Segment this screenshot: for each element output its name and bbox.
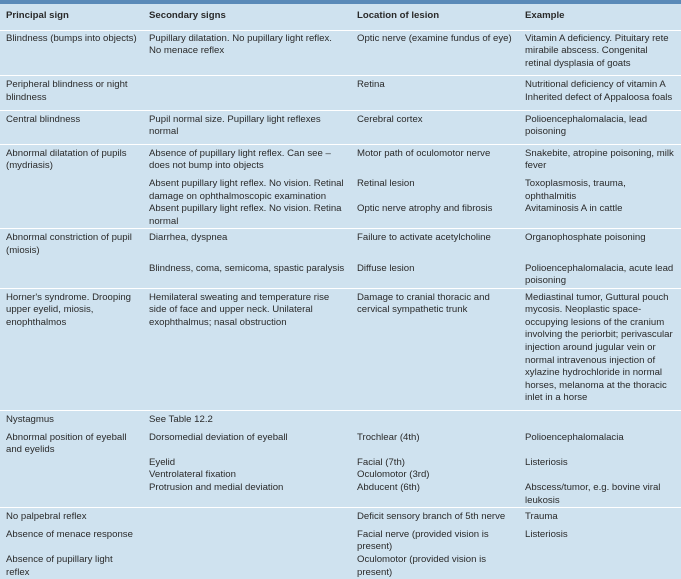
cell-secondary: Pupil normal size. Pupillary light reflexes normal <box>143 110 351 144</box>
cell-principal <box>0 482 143 508</box>
cell-location: Trochlear (4th) <box>357 431 420 443</box>
cell-principal <box>0 178 143 203</box>
cell-example <box>519 554 681 579</box>
cell-example: Organophosphate poisoning <box>519 229 681 263</box>
cell-example: Trauma <box>519 508 681 529</box>
cell-location <box>351 411 519 432</box>
cell-example: Nutritional deficiency of vitamin A Inherited defect of Appaloosa foals <box>519 76 681 110</box>
cell-location: Abducent (6th) <box>357 482 420 493</box>
table-header <box>0 4 681 30</box>
table-row <box>0 508 681 529</box>
cell-secondary: Eyelid <box>149 456 176 468</box>
header-row <box>0 4 681 30</box>
cell-principal: Central blindness <box>0 110 143 144</box>
cell-secondary: Diarrhea, dyspnea <box>143 229 351 263</box>
cell-secondary: Pupillary dilatation. No pupillary light reflex. No menace reflex <box>149 32 332 57</box>
table-row <box>0 76 681 110</box>
header-location-of-lesion: Location of lesion <box>351 4 519 30</box>
cell-principal <box>0 263 143 289</box>
cell-location: Retinal lesion <box>357 177 415 189</box>
cell-location: Cerebral cortex <box>351 110 519 144</box>
cell-location: Oculomotor (3rd) <box>357 469 430 481</box>
cell-secondary: Blindness, coma, semicoma, spastic paralysis <box>149 262 345 274</box>
table-row <box>0 178 681 203</box>
cell-secondary <box>143 508 351 529</box>
cell-principal: No palpebral reflex <box>0 508 143 529</box>
cell-location: Damage to cranial thoracic and cervical sympathetic trunk <box>351 288 519 410</box>
cell-location: Oculomotor (provided vision is present) <box>357 553 487 578</box>
cell-example: Polioencephalomalacia, lead poisoning <box>519 110 681 144</box>
table-row <box>0 110 681 144</box>
table-row <box>0 263 681 289</box>
cell-principal: Peripheral blindness or night blindness <box>0 76 143 110</box>
header-example: Example <box>519 4 681 30</box>
table-row <box>0 229 681 263</box>
cell-example: Toxoplasmosis, trauma, ophthalmitis <box>525 177 626 202</box>
cell-location: Facial nerve (provided vision is present) <box>357 528 489 553</box>
header-secondary-signs: Secondary signs <box>143 4 351 30</box>
cell-secondary <box>143 76 351 110</box>
cell-location: Diffuse lesion <box>357 262 415 274</box>
cell-location: Failure to activate acetylcholine <box>351 229 519 263</box>
cell-example <box>519 469 681 482</box>
cell-principal: Absence of pupillary light reflex <box>6 553 113 578</box>
cell-principal: Abnormal constriction of pupil (miosis) <box>0 229 143 263</box>
table-row <box>0 30 681 76</box>
cell-example: Avitaminosis A in cattle <box>525 203 623 215</box>
table-body <box>0 30 681 579</box>
cell-principal <box>0 203 143 229</box>
cell-secondary: Absence of pupillary light reflex. Can see – does not bump into objects <box>143 144 351 178</box>
cell-location: Facial (7th) <box>357 456 405 468</box>
cell-principal <box>0 457 143 470</box>
cell-example: Polioencephalomalacia, acute lead poisoning <box>525 262 674 287</box>
cell-principal: Absence of menace response <box>6 528 133 540</box>
table-row <box>0 411 681 432</box>
clinical-signs-table <box>0 4 681 579</box>
table-row <box>0 288 681 410</box>
table-row <box>0 203 681 229</box>
cell-example <box>519 411 681 432</box>
cell-principal: Abnormal position of eyeball and eyelids <box>6 431 127 456</box>
cell-example: Polioencephalomalacia <box>525 431 624 443</box>
cell-secondary: Hemilateral sweating and temperature rise side of face and upper neck. Unilateral exophthalmus; nasal obstruction <box>143 288 351 410</box>
table-row <box>0 554 681 579</box>
table-row <box>0 482 681 508</box>
cell-example: Listeriosis <box>525 456 568 468</box>
cell-principal <box>0 469 143 482</box>
cell-secondary: Ventrolateral fixation <box>149 469 236 481</box>
cell-location: Optic nerve atrophy and fibrosis <box>357 203 493 215</box>
cell-secondary: Absent pupillary light reflex. No vision. Retina normal <box>149 203 342 227</box>
cell-example: Listeriosis <box>525 528 568 540</box>
table-row <box>0 432 681 457</box>
cell-secondary: See Table 12.2 <box>143 411 351 432</box>
table-row <box>0 529 681 554</box>
cell-example: Mediastinal tumor, Guttural pouch mycosis. Neoplastic space-occupying lesions of the cranium involving the periorbit; perivascular injection around jugular vein or normal intravenous injection of xylazine hydrochloride in normal horses, melanoma at the thoracic inlet in a horse <box>519 288 681 410</box>
cell-example: Vitamin A deficiency. Pituitary rete mirabile abscess. Congenital retinal dysplasia of goats <box>525 32 669 69</box>
cell-secondary <box>143 529 351 554</box>
cell-location: Optic nerve (examine fundus of eye) <box>357 32 512 44</box>
table-row <box>0 144 681 178</box>
table-row <box>0 469 681 482</box>
cell-example: Snakebite, atropine poisoning, milk fever <box>519 144 681 178</box>
cell-location: Motor path of oculomotor nerve <box>351 144 519 178</box>
cell-example: Abscess/tumor, e.g. bovine viral leukosis <box>525 482 661 506</box>
cell-principal: Horner's syndrome. Drooping upper eyelid, miosis, enophthalmos <box>0 288 143 410</box>
cell-principal: Abnormal dilatation of pupils (mydriasis) <box>0 144 143 178</box>
cell-secondary: Protrusion and medial deviation <box>149 482 284 493</box>
table-row <box>0 457 681 470</box>
cell-secondary: Absent pupillary light reflex. No vision. Retinal damage on ophthalmoscopic examination <box>149 177 344 202</box>
cell-secondary: Dorsomedial deviation of eyeball <box>149 431 288 443</box>
header-principal-sign: Principal sign <box>0 4 143 30</box>
cell-principal: Nystagmus <box>0 411 143 432</box>
cell-principal: Blindness (bumps into objects) <box>6 32 137 44</box>
cell-location: Deficit sensory branch of 5th nerve <box>351 508 519 529</box>
cell-location: Retina <box>351 76 519 110</box>
cell-secondary <box>143 554 351 579</box>
